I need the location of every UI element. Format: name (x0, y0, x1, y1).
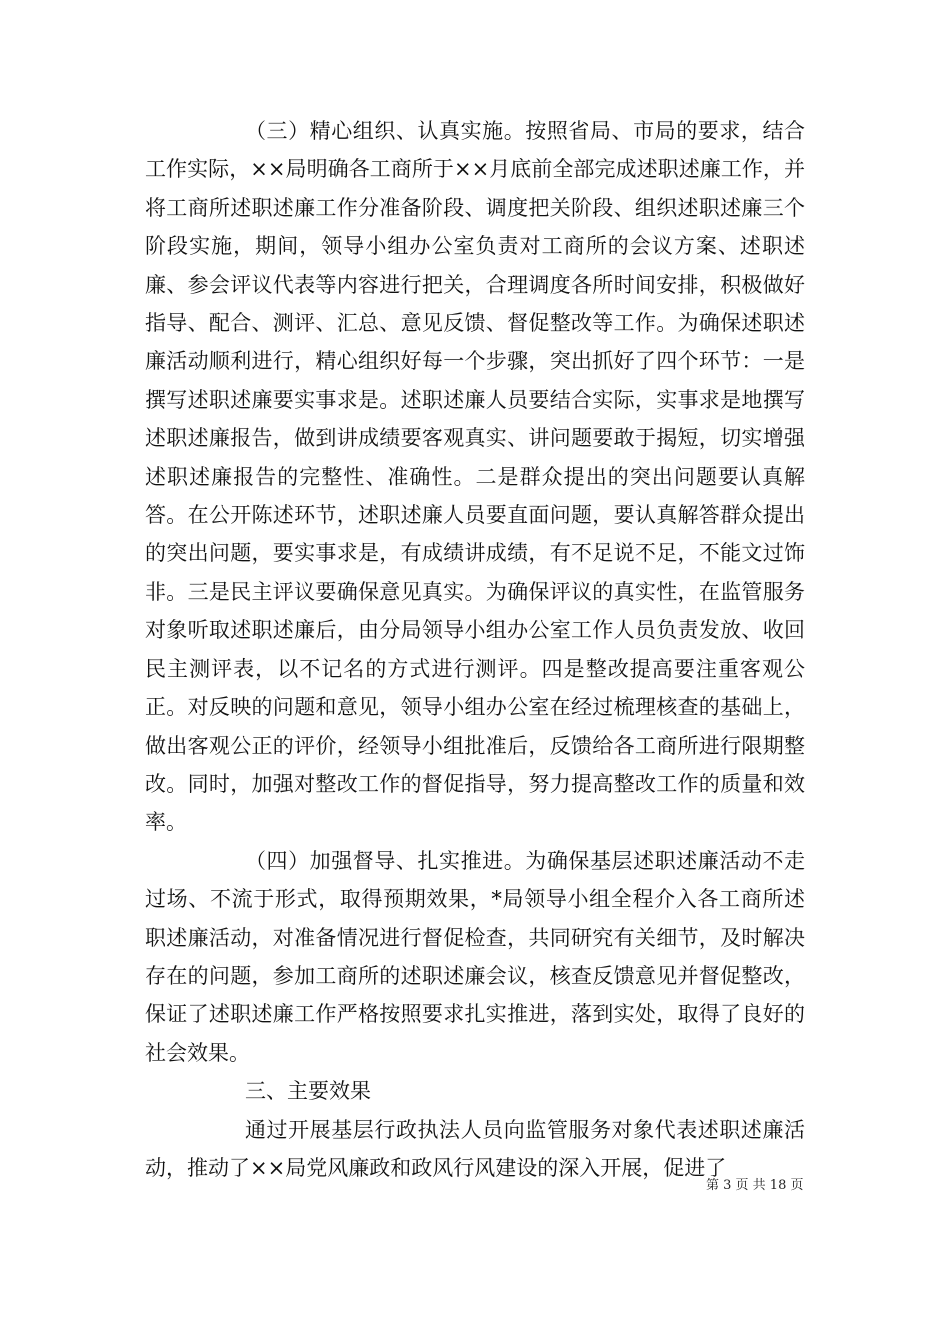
document-body (145, 112, 805, 1187)
paragraph-main-effects: 通过开展基层行政执法人员向监管服务对象代表述职述廉活动，推动了××局党风廉政和政风行风建设的深入开展，促进了 (145, 1117, 805, 1180)
section-heading-main-effects: 三、主要效果 (245, 1079, 371, 1104)
page-number-footer: 第 3 页 共 18 页 (706, 1178, 804, 1193)
paragraph-section-3: （三）精心组织、认真实施。按照省局、市局的要求，结合工作实际，××局明确各工商所于××月底前全部完成述职述廉工作，并将工商所述职述廉工作分准备阶段、调度把关阶段、组织述职述廉三个阶段实施，期间，领导小组办公室负责对工商所的会议方案、述职述廉、参会评议代表等内容进行把关，合理调度各所时间安排，积极做好指导、配合、测评、汇总、意见反馈、督促整改等工作。为确保述职述廉活动顺利进行，精心组织好每一个步骤，突出抓好了四个环节：一是撰写述职述廉要实事求是。述职述廉人员要结合实际，实事求是地撰写述职述廉报告，做到讲成绩要客观真实、讲问题要敢于揭短，切实增强述职述廉报告的完整性、准确性。二是群众提出的突出问题要认真解答。在公开陈述环节，述职述廉人员要直面问题，要认真解答群众提出的突出问题，要实事求是，有成绩讲成绩，有不足说不足，不能文过饰非。三是民主评议要确保意见真实。为确保评议的真实性，在监管服务对象听取述职述廉后，由分局领导小组办公室工作人员负责发放、收回民主测评表，以不记名的方式进行测评。四是整改提高要注重客观公正。对反映的问题和意见，领导小组办公室在经过梳理核查的基础上，做出客观公正的评价，经领导小组批准后，反馈给各工商所进行限期整改。同时，加强对整改工作的督促指导，努力提高整改工作的质量和效率。 (145, 119, 805, 835)
paragraph-section-4: （四）加强督导、扎实推进。为确保基层述职述廉活动不走过场、不流于形式，取得预期效果，*局领导小组全程介入各工商所述职述廉活动，对准备情况进行督促检查，共同研究有关细节，及时解决存在的问题，参加工商所的述职述廉会议，核查反馈意见并督促整改，保证了述职述廉工作严格按照要求扎实推进，落到实处，取得了良好的社会效果。 (145, 848, 805, 1065)
